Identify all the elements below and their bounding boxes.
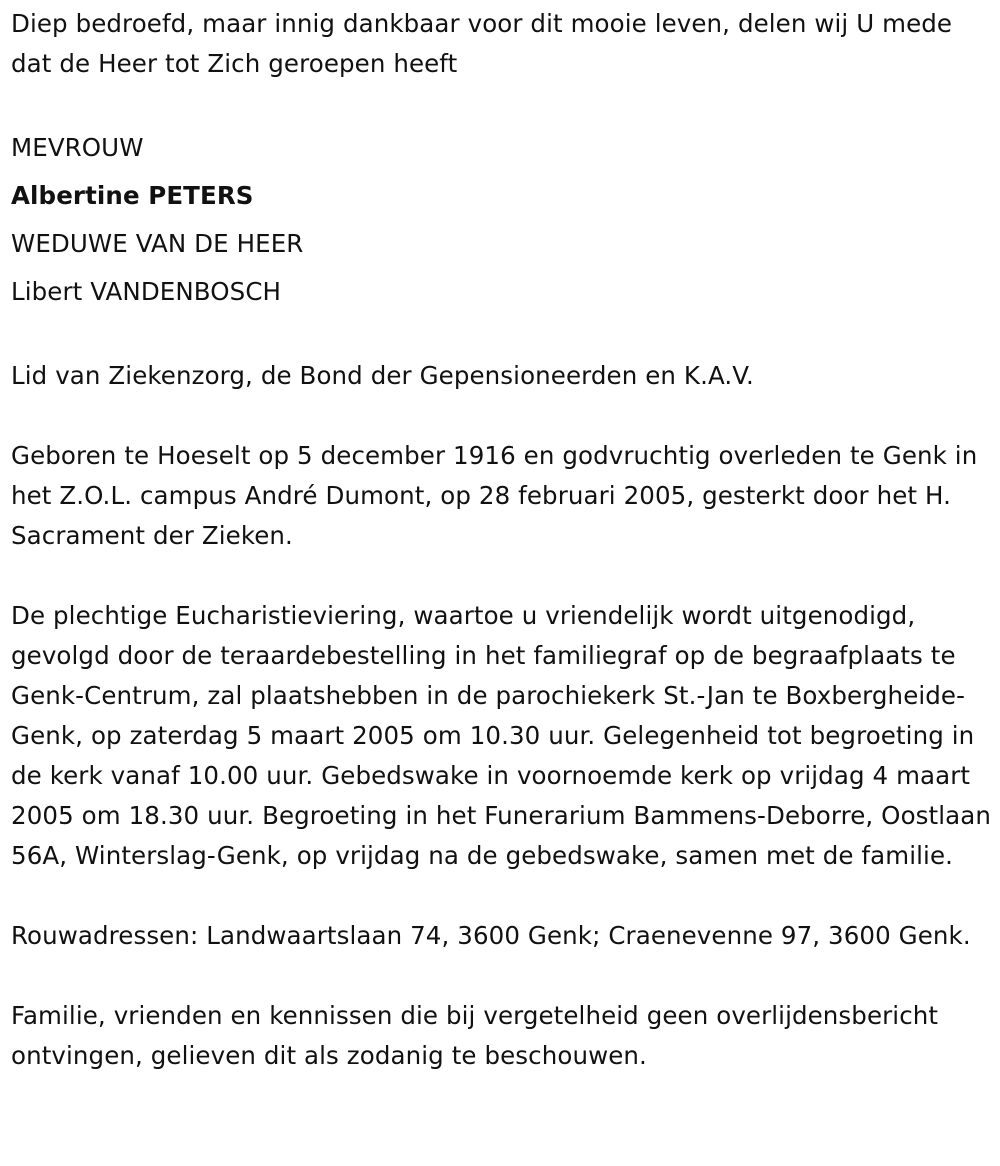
closing-paragraph: Familie, vrienden en kennissen die bij vergetelheid geen overlijdensbericht ontvingen, gelieven dit als zodanig te beschouwen.	[11, 1001, 939, 1070]
addresses-paragraph: Rouwadressen: Landwaartslaan 74, 3600 Genk; Craenevenne 97, 3600 Genk.	[11, 921, 971, 950]
life-paragraph: Geboren te Hoeselt op 5 december 1916 en godvruchtig overleden te Genk in het Z.O.L. campus André Dumont, op 28 februari 2005, gesterkt door het H. Sacrament der Zieken.	[11, 441, 978, 550]
spouse-name: Libert VANDENBOSCH	[11, 277, 282, 306]
title-line: MEVROUW	[11, 133, 144, 162]
membership-paragraph: Lid van Ziekenzorg, de Bond der Gepensioneerden en K.A.V.	[11, 361, 754, 390]
ceremony-paragraph: De plechtige Eucharistieviering, waartoe u vriendelijk wordt uitgenodigd, gevolgd door de teraardebestelling in het familiegraf op de begraafplaats te Genk-Centrum, zal plaatshebben in de parochiekerk St.-Jan te Boxbergheide-Genk, op zaterdag 5 maart 2005 om 10.30 uur. Gelegenheid tot begroeting in de kerk vanaf 10.00 uur. Gebedswake in voornoemde kerk op vrijdag 4 maart 2005 om 18.30 uur. Begroeting in het Funerarium Bammens-Deborre, Oostlaan 56A, Winterslag-Genk, op vrijdag na de gebedswake, samen met de familie.	[11, 601, 991, 870]
deceased-name: Albertine PETERS	[11, 181, 254, 210]
intro-paragraph: Diep bedroefd, maar innig dankbaar voor dit mooie leven, delen wij U mede dat de Heer tot Zich geroepen heeft	[11, 9, 953, 78]
widow-line: WEDUWE VAN DE HEER	[11, 229, 304, 258]
deceased-block	[11, 124, 996, 316]
obituary-notice	[11, 4, 996, 1076]
